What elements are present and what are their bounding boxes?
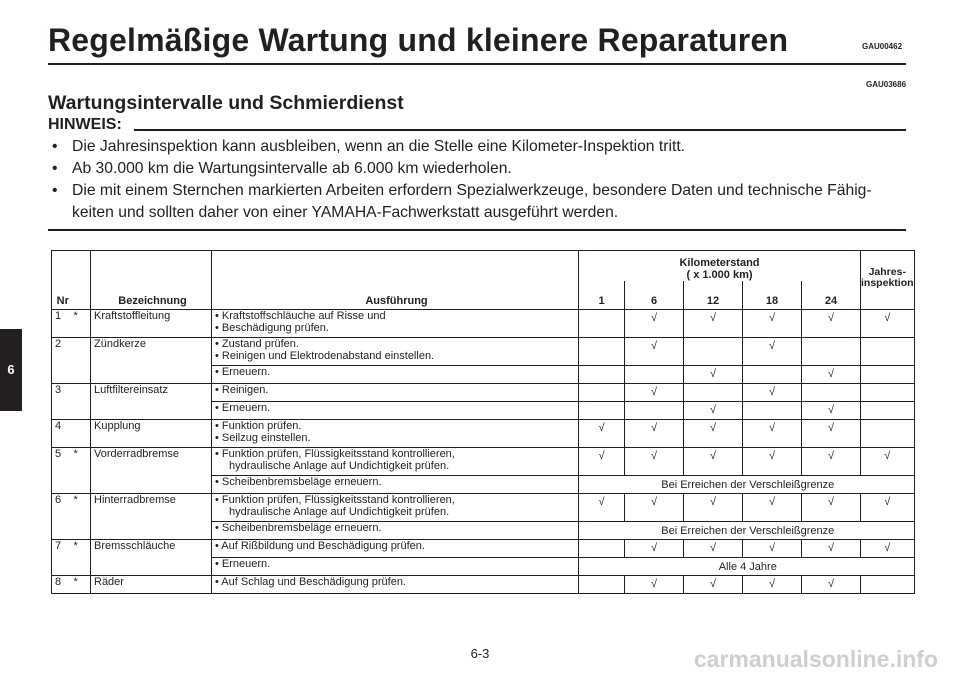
row-number: 1 [52,309,71,337]
check-mark-icon: √ [650,421,658,434]
row-bezeichnung: Räder [91,575,212,593]
section-code: GAU03686 [866,80,907,89]
header-km-24: 24 [802,281,861,309]
km-check-cell [579,419,625,447]
check-mark-icon: √ [709,495,717,508]
km-check-cell [625,539,684,557]
km-check-cell [684,365,743,383]
maintenance-table [51,250,915,594]
annual-check-cell [861,401,915,419]
km-check-cell [743,575,802,593]
km-check-cell [625,383,684,401]
row-number: 8 [52,575,71,593]
km-check-cell [743,365,802,383]
check-mark-icon: √ [768,449,776,462]
bullet-dot: • [52,138,58,155]
check-mark-icon: √ [827,577,835,590]
km-check-cell [579,539,625,557]
title-code: GAU00462 [862,42,903,51]
check-mark-icon: √ [827,449,835,462]
check-mark-icon: √ [598,421,605,434]
ausfuehrung-line: • Seilzug einstellen. [215,431,311,444]
note-rule [134,129,906,131]
interval-note: Bei Erreichen der Verschleißgrenze [579,521,915,539]
km-check-cell [579,309,625,337]
ausfuehrung-line: hydraulische Anlage auf Undichtigkeit prüfen. [229,459,450,472]
header-kilometerstand [579,251,861,282]
km-check-cell [684,447,743,475]
km-check-cell [684,493,743,521]
table-row [52,493,915,521]
row-ausfuehrung [212,401,579,419]
check-mark-icon: √ [884,495,891,508]
ausfuehrung-line: • Auf Rißbildung und Beschädigung prüfen. [215,539,425,552]
km-check-cell [625,337,684,365]
check-mark-icon: √ [650,495,658,508]
check-mark-icon: √ [709,577,717,590]
row-special-tool-marker: * [71,575,91,593]
check-mark-icon: √ [650,385,658,398]
header-annual [861,251,915,310]
km-check-cell [579,493,625,521]
ausfuehrung-line: • Erneuern. [215,401,271,414]
row-bezeichnung: Kupplung [91,419,212,447]
annual-check-cell [861,365,915,383]
row-ausfuehrung [212,575,579,593]
km-check-cell [684,539,743,557]
ausfuehrung-line: • Funktion prüfen, Flüssigkeitsstand kontrollieren, [215,447,455,460]
check-mark-icon: √ [650,339,658,352]
row-ausfuehrung [212,557,579,575]
check-mark-icon: √ [827,541,835,554]
km-check-cell [625,575,684,593]
km-check-cell [684,383,743,401]
page-title: Regelmäßige Wartung und kleinere Reparaturen [48,22,789,58]
maintenance-table-body [52,309,915,593]
km-check-cell [625,309,684,337]
row-number: 5 [52,447,71,493]
km-check-cell [802,401,861,419]
km-check-cell [802,337,861,365]
row-special-tool-marker: * [71,309,91,337]
ausfuehrung-line: • Reinigen. [215,383,269,396]
row-bezeichnung: Kraftstoffleitung [91,309,212,337]
check-mark-icon: √ [827,403,835,416]
note-bullet-text: Ab 30.000 km die Wartungsintervalle ab 6.000 km wiederholen. [72,160,512,177]
ausfuehrung-line: • Scheibenbremsbeläge erneuern. [215,475,382,488]
page-number: 6-3 [470,646,490,661]
row-bezeichnung: Vorderradbremse [91,447,212,493]
ausfuehrung-line: • Erneuern. [215,365,271,378]
row-ausfuehrung [212,447,579,475]
check-mark-icon: √ [827,311,835,324]
km-check-cell [743,419,802,447]
row-ausfuehrung [212,337,579,365]
table-row [52,419,915,447]
annual-check-cell [861,447,915,475]
note-bullet [48,180,908,224]
annual-check-cell [861,419,915,447]
check-mark-icon: √ [768,495,776,508]
row-ausfuehrung [212,475,579,493]
check-mark-icon: √ [768,339,776,352]
km-check-cell [743,383,802,401]
km-check-cell [802,419,861,447]
note-bullet-text: Die Jahresinspektion kann ausbleiben, wenn an die Stelle eine Kilometer-Inspektion tritt. [72,138,686,155]
row-bezeichnung: Luftfiltereinsatz [91,383,212,419]
check-mark-icon: √ [650,449,658,462]
km-check-cell [684,337,743,365]
row-bezeichnung: Hinterradbremse [91,493,212,539]
km-check-cell [579,447,625,475]
header-star-col [71,251,91,310]
ausfuehrung-line: • Auf Schlag und Beschädigung prüfen. [215,575,406,588]
check-mark-icon: √ [827,495,835,508]
km-check-cell [802,447,861,475]
row-bezeichnung: Bremsschläuche [91,539,212,575]
row-ausfuehrung [212,309,579,337]
header-km-title: Kilometerstand [679,257,760,269]
row-number: 3 [52,383,71,419]
check-mark-icon: √ [598,449,605,462]
note-bullet-text: Die mit einem Sternchen markierten Arbeiten erfordern Spezialwerkzeuge, besondere Daten und technische Fähig-keiten und sollten daher von einer YAMAHA-Fachwerkstatt ausgeführt werden. [72,182,872,221]
note-bullet-list [48,136,908,224]
watermark: carmanualsonline.info [693,646,938,672]
km-check-cell [802,539,861,557]
header-km-12: 12 [684,281,743,309]
row-ausfuehrung [212,493,579,521]
check-mark-icon: √ [768,421,776,434]
km-check-cell [684,309,743,337]
row-special-tool-marker: * [71,447,91,493]
check-mark-icon: √ [768,541,776,554]
row-special-tool-marker [71,419,91,447]
row-special-tool-marker [71,337,91,383]
check-mark-icon: √ [598,495,605,508]
km-check-cell [743,337,802,365]
km-check-cell [684,575,743,593]
row-special-tool-marker: * [71,539,91,575]
chapter-tab: 6 [0,329,22,411]
check-mark-icon: √ [884,449,891,462]
annual-check-cell [861,337,915,365]
row-ausfuehrung [212,539,579,557]
title-divider [48,63,906,65]
header-km-18: 18 [743,281,802,309]
check-mark-icon: √ [768,385,776,398]
header-km-6: 6 [625,281,684,309]
check-mark-icon: √ [650,577,658,590]
km-check-cell [579,383,625,401]
row-number: 7 [52,539,71,575]
table-row [52,575,915,593]
check-mark-icon: √ [650,541,658,554]
km-check-cell [802,365,861,383]
ausfuehrung-line: • Kraftstoffschläuche auf Risse und [215,309,386,322]
row-bezeichnung: Zündkerze [91,337,212,383]
table-row [52,447,915,475]
km-check-cell [625,419,684,447]
km-check-cell [625,493,684,521]
header-bezeichnung: Bezeichnung [91,251,212,310]
row-number: 2 [52,337,71,383]
km-check-cell [743,493,802,521]
km-check-cell [802,309,861,337]
ausfuehrung-line: • Scheibenbremsbeläge erneuern. [215,521,382,534]
row-ausfuehrung [212,365,579,383]
km-check-cell [625,401,684,419]
header-annual-line1: Jahres- [868,266,906,278]
km-check-cell [625,365,684,383]
km-check-cell [743,401,802,419]
header-km-unit: ( x 1.000 km) [686,269,753,281]
check-mark-icon: √ [827,421,835,434]
ausfuehrung-line: • Beschädigung prüfen. [215,321,329,334]
check-mark-icon: √ [827,367,835,380]
km-check-cell [579,365,625,383]
km-check-cell [579,337,625,365]
header-nr: Nr [52,251,71,310]
row-special-tool-marker [71,383,91,419]
km-check-cell [802,383,861,401]
header-ausfuehrung: Ausführung [212,251,579,310]
km-check-cell [579,401,625,419]
table-row [52,383,915,401]
km-check-cell [579,575,625,593]
note-label: HINWEIS: [48,116,122,133]
km-check-cell [625,447,684,475]
check-mark-icon: √ [884,541,891,554]
ausfuehrung-line: • Zustand prüfen. [215,337,299,350]
annual-check-cell [861,539,915,557]
note-bullet [48,158,908,180]
header-km-1: 1 [579,281,625,309]
check-mark-icon: √ [709,403,717,416]
km-check-cell [802,575,861,593]
check-mark-icon: √ [650,311,658,324]
interval-note: Alle 4 Jahre [579,557,915,575]
km-check-cell [802,493,861,521]
interval-note: Bei Erreichen der Verschleißgrenze [579,475,915,493]
row-ausfuehrung [212,521,579,539]
km-check-cell [743,309,802,337]
km-check-cell [684,419,743,447]
row-ausfuehrung [212,383,579,401]
table-row [52,539,915,557]
check-mark-icon: √ [884,311,891,324]
table-row [52,309,915,337]
ausfuehrung-line: hydraulische Anlage auf Undichtigkeit prüfen. [229,505,450,518]
row-number: 4 [52,419,71,447]
ausfuehrung-line: • Reinigen und Elektrodenabstand einstellen. [215,349,435,362]
check-mark-icon: √ [709,367,717,380]
check-mark-icon: √ [768,577,776,590]
note-header [48,116,906,132]
km-check-cell [743,539,802,557]
ausfuehrung-line: • Funktion prüfen. [215,419,302,432]
annual-check-cell [861,383,915,401]
ausfuehrung-line: • Erneuern. [215,557,271,570]
row-special-tool-marker: * [71,493,91,539]
km-check-cell [743,447,802,475]
row-ausfuehrung [212,419,579,447]
ausfuehrung-line: • Funktion prüfen, Flüssigkeitsstand kontrollieren, [215,493,455,506]
check-mark-icon: √ [768,311,776,324]
check-mark-icon: √ [709,421,717,434]
section-heading: Wartungsintervalle und Schmierdienst [48,92,404,114]
annual-check-cell [861,493,915,521]
check-mark-icon: √ [709,311,717,324]
header-annual-line2: inspektion [861,277,914,289]
note-bullet [48,136,908,158]
check-mark-icon: √ [709,449,717,462]
bullet-dot: • [52,182,58,199]
annual-check-cell [861,309,915,337]
table-row [52,337,915,365]
annual-check-cell [861,575,915,593]
note-bottom-rule [48,229,906,231]
km-check-cell [684,401,743,419]
check-mark-icon: √ [709,541,717,554]
bullet-dot: • [52,160,58,177]
row-number: 6 [52,493,71,539]
